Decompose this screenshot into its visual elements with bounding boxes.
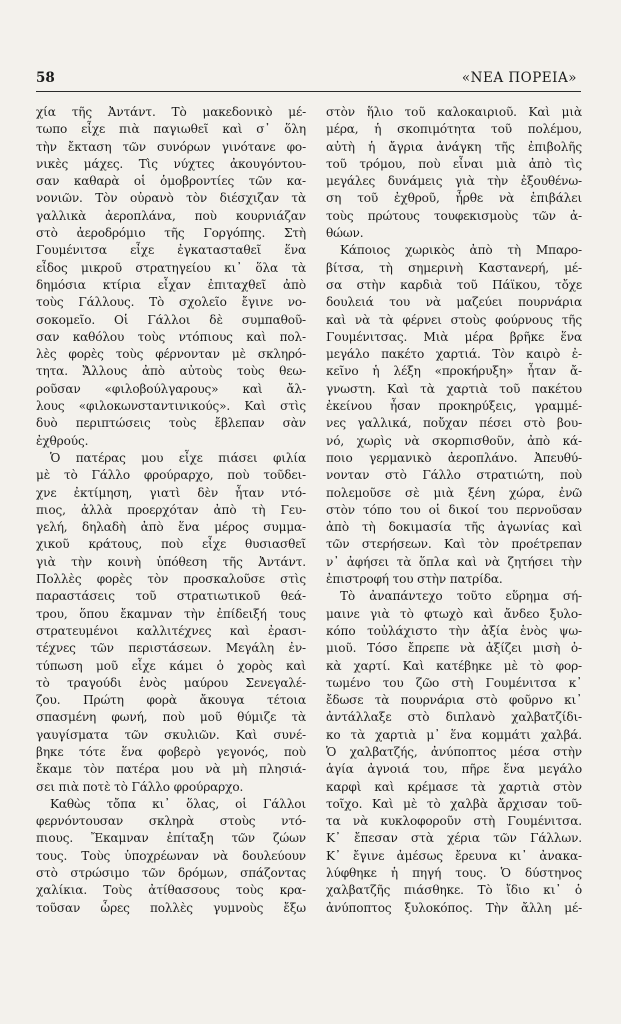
text-line: τους. Τοὺς ὑποχρέωναν νὰ δουλεύουν [36, 848, 306, 863]
text-line: σαν καθαρὰ οἱ ὁμοβροντίες τῶν κα- [36, 174, 306, 189]
text-line: Ὁ πατέρας μου εἶχε πιάσει φιλία [50, 450, 306, 465]
text-line: φερνόντουσαν σκληρὰ στοὺς ντό- [36, 814, 306, 829]
text-line: χία τῆς Ἀντάντ. Τὸ μακεδονικὸ μέ- [36, 105, 306, 119]
text-line: στὸ στρώσιμο τῶν δρόμων, σπάζοντας [36, 866, 306, 881]
left-text-column [36, 104, 306, 917]
text-line: κο τὰ χαρτιὰ μ᾽ ἕνα κομμάτι χαλβά. [326, 727, 582, 742]
text-line: γαλλικὰ ἀεροπλάνα, ποὺ κουρνιάζαν [36, 208, 306, 223]
text-line: εἶδος μικροῦ στρατηγείου κι᾽ ὅλα τὰ [36, 260, 306, 275]
text-line: ἁγία ἀγνοιά του, πῆρε ἕνα μεγάλο [326, 762, 582, 777]
text-line: ζου. Πρώτη φορὰ ἄκουγα τέτοια [36, 693, 306, 708]
text-line: μεγάλο πακέτο χαρτιά. Τὸν καιρὸ ἐ- [326, 347, 582, 362]
text-line: ἔδωσε τὰ πουρνάρια στὸ φοῦρνο κι᾽ [326, 693, 582, 708]
text-line: χαλίκια. Τοὺς ἀτίθασσους τοὺς κρα- [36, 883, 306, 898]
text-line: μιοῦ. Τόσο ἔπρεπε νὰ ἀξίζει μισὴ ὀ- [326, 641, 582, 656]
text-line: κὰ χαρτί. Καὶ κατέβηκε μὲ τὸ φορ- [326, 658, 582, 673]
text-line: λὲς φορὲς τοὺς φέρνονταν μὲ σκληρό- [36, 347, 306, 362]
text-line: βηκε τότε ἕνα φοβερὸ γεγονός, ποὺ [36, 744, 306, 759]
text-line: πιος, ἀλλὰ προερχόταν ἀπὸ τὴ Γευ- [36, 502, 306, 517]
text-line: μὲ τὸ Γάλλο φρούραρχο, ποὺ τοῦδει- [36, 468, 306, 483]
text-line: ἔκαμε τὸν πατέρα μου νὰ μὴ πλησιά- [36, 762, 306, 777]
text-line: τοὺς πρώτους τουφεκισμοὺς τῶν ἀ- [326, 208, 582, 223]
text-line: σει πιὰ ποτὲ τὸ Γάλλο φρούραρχο. [36, 779, 244, 794]
text-line: ἀπὸ τὴ δοκιμασία τῆς ἀγωνίας καὶ [326, 520, 582, 535]
text-line: σα στὴν καρδιὰ τοῦ Πάϊκου, τὄχε [326, 277, 582, 292]
text-line: γιὰ τὴν κοινὴ ὑπόθεση τῆς Ἀντάντ. [36, 554, 306, 569]
text-line: στρατευμένοι καλλιτέχνες καὶ ἐρασι- [36, 623, 306, 638]
text-line: αὐτὴ ἡ ἄγρια ἀνάγκη τῆς ἐπιβολῆς [326, 139, 582, 154]
text-line: λους «φιλοκωνσταντινικούς». Καὶ στὶς [36, 399, 306, 414]
text-line: ση τοῦ ἐχθροῦ, ἦρθε νὰ ἐπιβάλει [326, 191, 582, 206]
text-line: στὸν τόπο του οἱ δικοί του περνοῦσαν [326, 502, 582, 517]
text-line: ποιο γερμανικὸ ἀεροπλάνο. Ἀπευθύ- [326, 450, 582, 465]
text-line: νονιῶν. Τὸν οὐρανὸ τὸν διέσχιζαν τὰ [36, 191, 306, 206]
text-line: Κάποιος χωρικὸς ἀπὸ τὴ Μπαρο- [340, 243, 582, 258]
text-line: Καθὼς τὄπα κι᾽ ὅλας, οἱ Γάλλοι [50, 796, 306, 811]
text-line: Τὸ ἀναπάντεχο τοῦτο εὕρημα σή- [340, 589, 582, 604]
text-line: τοῦ τρόμου, ποὺ εἶναι μιὰ ἀπὸ τὶς [326, 156, 582, 171]
text-line: Ὁ χαλβατζής, ἀνύποπτος μέσα στὴν [326, 744, 582, 759]
text-line: τῶν στερήσεων. Καὶ τὸν προέτρεπαν [326, 537, 582, 552]
text-line: δημόσια κτίρια εἶχαν ἐπιταχθεῖ ἀπὸ [36, 277, 306, 292]
text-line: γελή, δηλαδὴ ἀπὸ ἕνα μέρος συμμα- [36, 520, 306, 535]
text-line: νό, χωρὶς νὰ σκορπισθοῦν, ἀπὸ κά- [326, 433, 582, 448]
text-line: σοκομεῖο. Οἱ Γάλλοι δὲ συμπαθοῦ- [36, 312, 306, 327]
text-line: τὸ τραγούδι ἑνὸς μαύρου Σενεγαλέ- [36, 675, 306, 690]
text-line: στὸν ἥλιο τοῦ καλοκαιριοῦ. Καὶ μιὰ [326, 105, 582, 119]
text-line: Πολλὲς φορὲς τὸν προσκαλοῦσε στὶς [36, 572, 306, 587]
text-line: τρου, ὅπου ἔκαμναν τὴν ἐπίδειξή τους [36, 606, 306, 621]
text-line: σαν καθόλου τοὺς ντόπιους καὶ πολ- [36, 329, 306, 344]
text-line: ἐχθρούς. [36, 433, 89, 448]
text-line: καὶ νὰ τὰ φέρνει στοὺς φούρνους τῆς [326, 312, 582, 327]
text-line: νονταν στὸ Γάλλο στρατιώτη, ποὺ [326, 468, 582, 483]
text-line: Κ᾽ ἔπεσαν στὰ χέρια τῶν Γάλλων. [326, 831, 582, 846]
text-line: σπασμένη φωνή, ποὺ μοῦ θύμιζε τὰ [36, 710, 306, 725]
text-line: Γουμένιτσας. Μιὰ μέρα βρῆκε ἕνα [326, 329, 582, 344]
text-line: μαινε γιὰ τὸ φτωχὸ καὶ ἄνδεο ξυλο- [326, 606, 582, 621]
text-line: τωπο εἶχε πιὰ παγιωθεῖ καὶ σ᾽ ὅλη [36, 122, 306, 137]
text-line: στὸ ἀεροδρόμιο τῆς Γοργόπης. Στὴ [36, 226, 306, 241]
text-line: θώων. [326, 226, 364, 241]
text-line: Γουμένιτσα εἶχε ἐγκατασταθεῖ ἕνα [36, 243, 306, 258]
text-line: γαυγίσματα τῶν σκυλιῶν. Καὶ συνέ- [36, 727, 306, 742]
text-line: δουλειά του νὰ μαζεύει πουρνάρια [326, 295, 582, 310]
text-line: λύφθηκε ἡ πηγή τους. Ὁ δύστηνος [326, 866, 582, 881]
text-line: νικὲς μάχες. Τὶς νύχτες ἀκουγόντου- [36, 156, 306, 171]
text-line: ἀντάλλαξε στὸ διπλανὸ χαλβατζίδι- [326, 710, 582, 725]
text-line: νες γαλλικά, ποὔχαν πέσει στὸ βου- [326, 416, 582, 431]
text-line: γνωστη. Καὶ τὰ χαρτιὰ τοῦ πακέτου [326, 381, 582, 396]
text-line: τοὺς Γάλλους. Τὸ σχολεῖο ἔγινε νο- [36, 295, 306, 310]
text-line: τωμένο του ζῶο στὴ Γουμένιτσα κ᾽ [326, 675, 582, 690]
text-line: τητα. Ἄλλους ἀπὸ αὐτοὺς τοὺς θεω- [36, 364, 306, 379]
text-line: βίτσα, τὴ σημερινὴ Καστανερή, μέ- [326, 260, 582, 275]
text-line: καρφὶ καὶ κρέμασε τὰ χαρτιὰ στὸν [326, 779, 582, 794]
text-line: πιους. Ἔκαμναν ἐπίταξη τῶν ζώων [36, 831, 306, 846]
text-line: τέχνες τῶν περιστάσεων. Μεγάλη ἐν- [36, 641, 306, 656]
right-text-column [326, 104, 582, 917]
text-line: ν᾽ ἀφήσει τὰ ὅπλα καὶ νὰ ζητήσει τὴν [326, 554, 582, 569]
text-line: τα νὰ κυκλοφοροῦν στὴ Γουμένιτσα. [326, 814, 582, 829]
text-line: ἐκείνου ἦσαν προκηρύξεις, γραμμέ- [326, 399, 582, 414]
text-line: χαλβατζῆς πιάσθηκε. Τὸ ἴδιο κι᾽ ὁ [326, 883, 582, 898]
text-line: μέρα, ἡ σκοπιμότητα τοῦ πολέμου, [326, 122, 582, 137]
text-line: τοῖχο. Καὶ μὲ τὸ χαλβὰ ἄρχισαν τοῦ- [326, 796, 582, 811]
text-line: ἐπιστροφή του στὴν πατρίδα. [326, 572, 503, 587]
text-line: κεῖνο ἡ λέξη «προκήρυξη» ἦταν ἄ- [326, 364, 582, 379]
text-line: τὴν ἔκταση τῶν συνόρων γινότανε φο- [36, 139, 306, 154]
text-line: Κ᾽ ἔγινε ἀμέσως ἔρευνα κι᾽ ἀνακα- [326, 848, 582, 863]
text-line: ροῦσαν «φιλοβούλγαρους» καὶ ἄλ- [36, 381, 306, 396]
text-line: μεγάλες δυνάμεις γιὰ τὴν ἐξουθένω- [326, 174, 582, 189]
text-line: τοῦσαν ὧρες πολλὲς γυμνοὺς ἔξω [36, 900, 306, 915]
text-line: παραστάσεις τοῦ στρατιωτικοῦ θεά- [36, 589, 306, 604]
text-line: χικοῦ κράτους, ποὺ εἶχε θυσιασθεῖ [36, 537, 306, 552]
running-title: «ΝΕΑ ΠΟΡΕΙΑ» [461, 70, 577, 86]
text-line: τύπωση μοῦ εἶχε κάμει ὁ χορὸς καὶ [36, 658, 306, 673]
header-rule [36, 91, 581, 92]
page-number: 58 [36, 70, 55, 86]
text-line: ἀνύποπτος ξυλοκόπος. Τὴν ἄλλη μέ- [326, 900, 582, 915]
text-line: πολεμοῦσε σὲ μιὰ ξένη χώρα, ἐνῶ [326, 485, 582, 500]
text-line: κόπο τοὐλάχιστο τὴν ἀξία ἑνὸς ψω- [326, 623, 582, 638]
text-line: δυὸ περιπτώσεις τοὺς ἔβλεπαν σὰν [36, 416, 306, 431]
text-line: χνε ἐκτίμηση, γιατὶ δὲν ἦταν ντό- [36, 485, 306, 500]
